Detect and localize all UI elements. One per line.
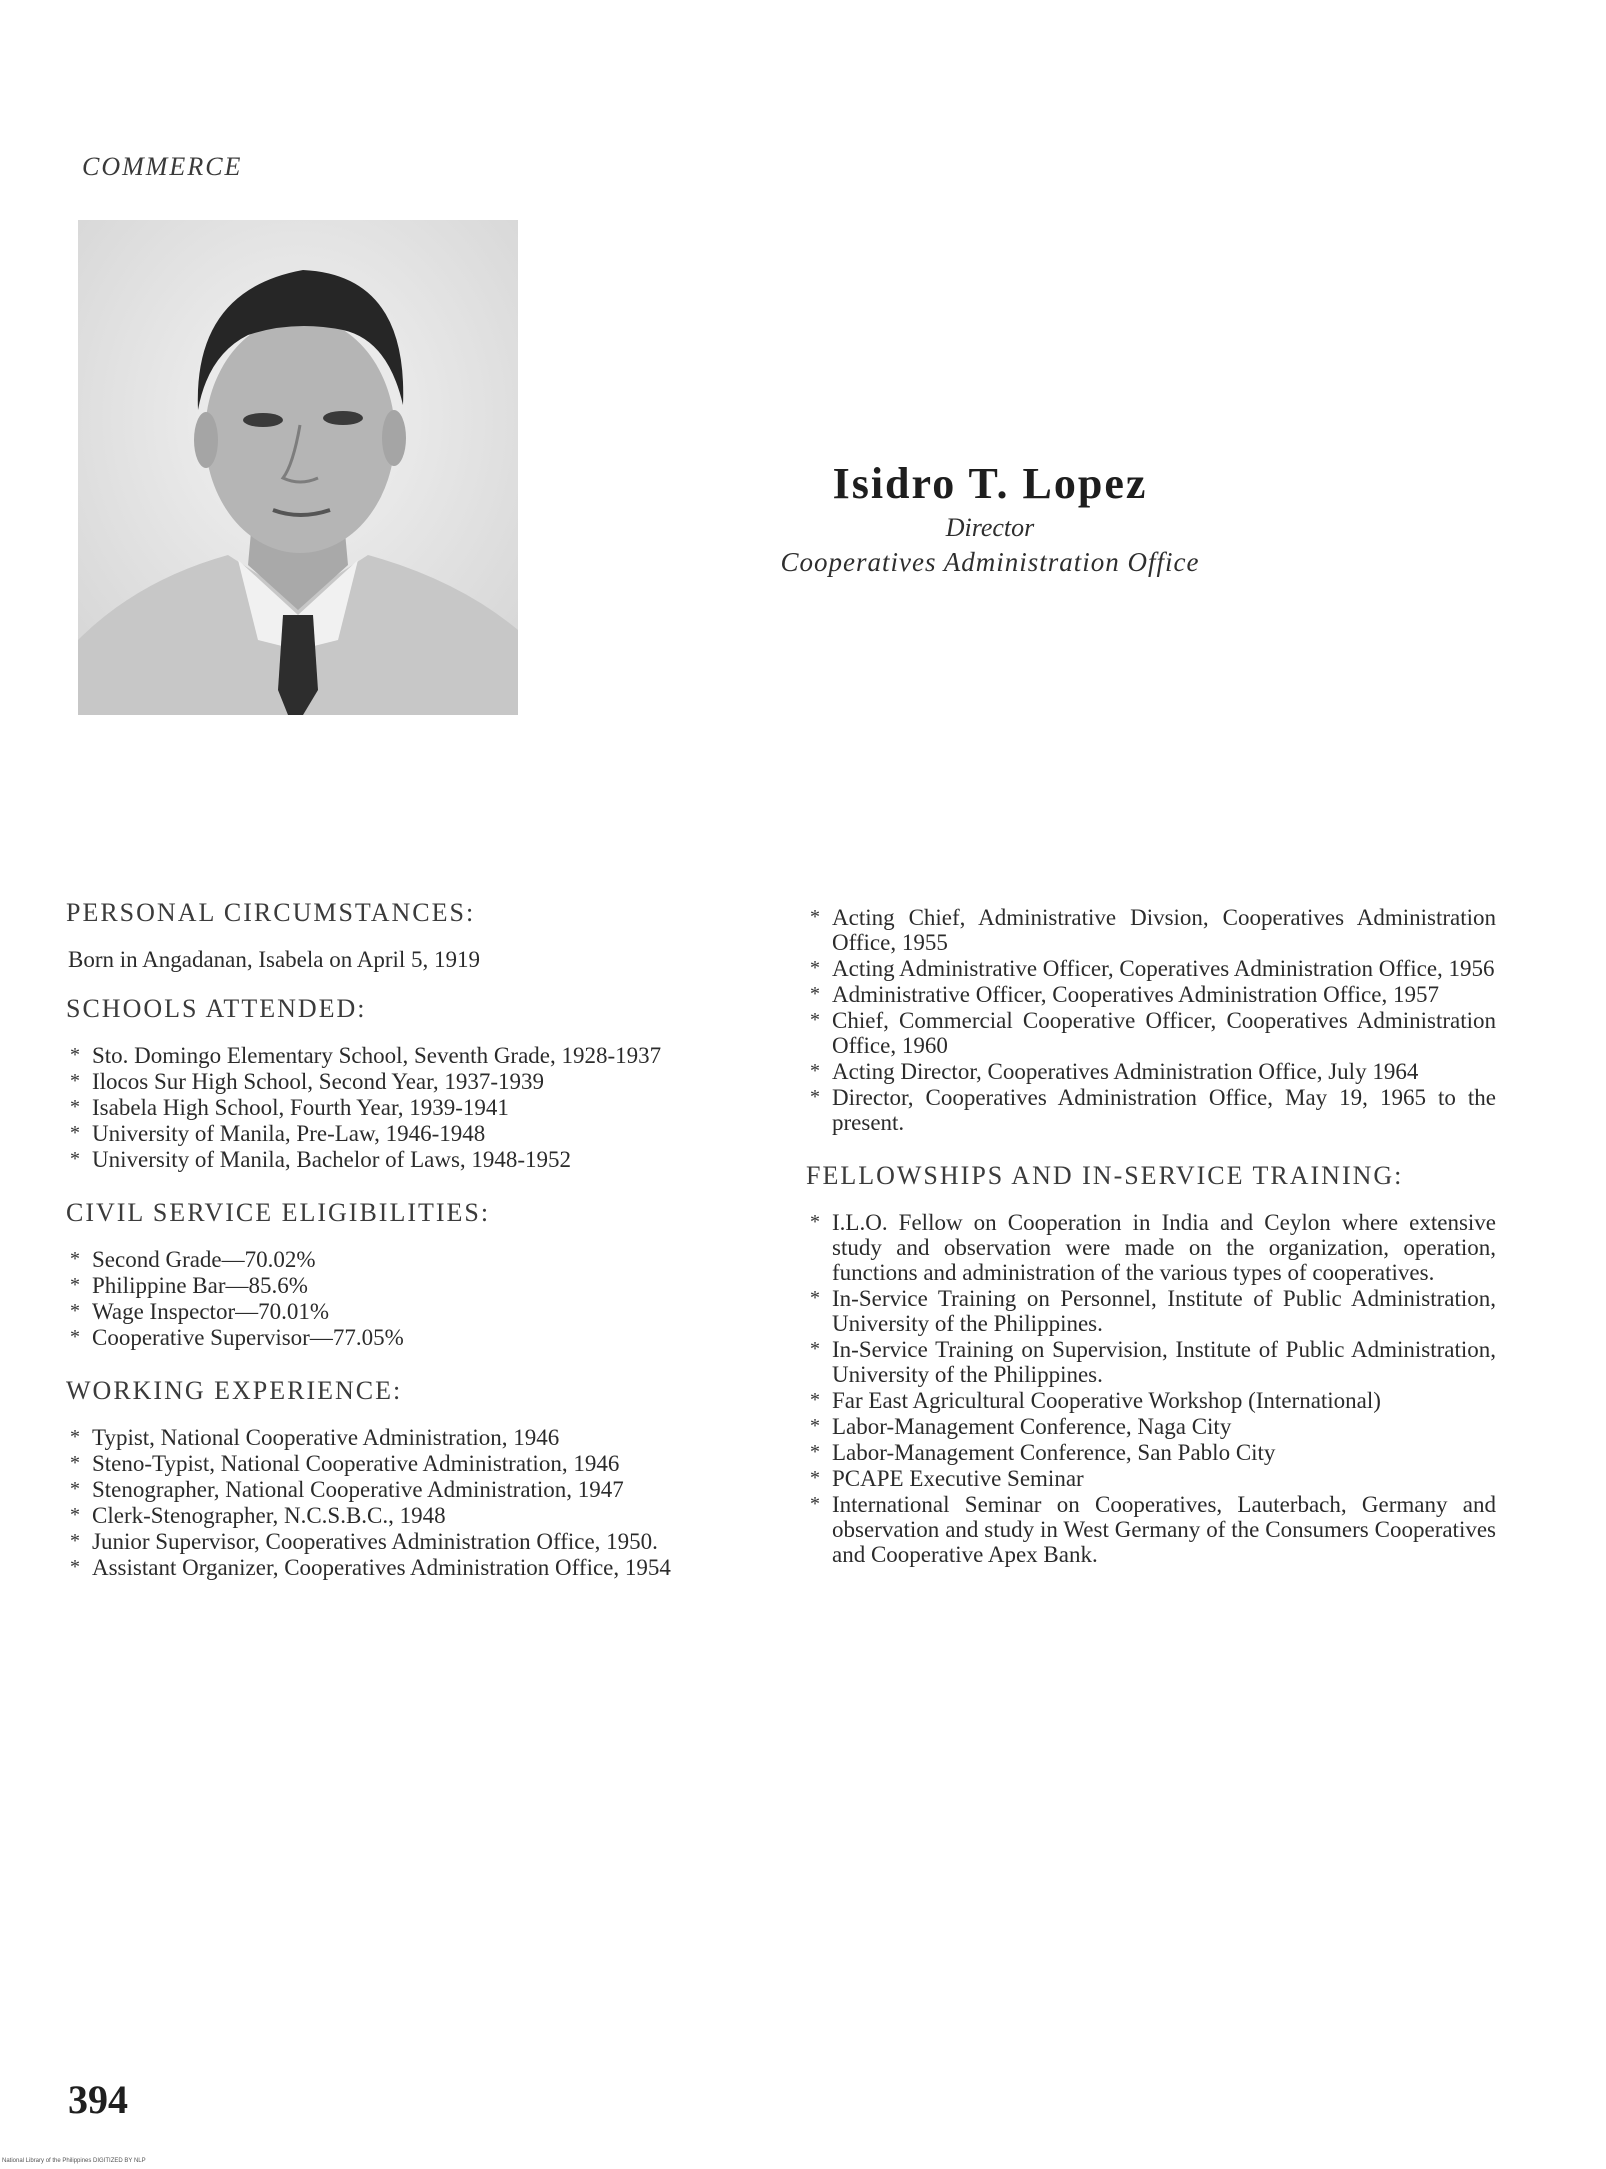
fellowships-list [806, 1210, 1496, 1567]
portrait-illustration [78, 220, 518, 715]
list-item: * In-Service Training on Supervision, Institute of Public Administration, University of the Philippines. [806, 1337, 1496, 1387]
personal-heading: PERSONAL CIRCUMSTANCES: [66, 898, 476, 927]
list-item: * Acting Chief, Administrative Divsion, Cooperatives Administration Office, 1955 [806, 905, 1496, 955]
list-item: * PCAPE Executive Seminar [806, 1466, 1496, 1491]
list-item: * Administrative Officer, Cooperatives Administration Office, 1957 [806, 982, 1496, 1007]
list-item: * Labor-Management Conference, Naga City [806, 1414, 1496, 1439]
list-item: * Sto. Domingo Elementary School, Seventh Grade, 1928-1937 [66, 1043, 756, 1068]
footer-note: National Library of the Philippines DIGITIZED BY NLP [2, 2158, 146, 2164]
list-item: * In-Service Training on Personnel, Institute of Public Administration, University of the Philippines. [806, 1286, 1496, 1336]
list-item: * I.L.O. Fellow on Cooperation in India and Ceylon where extensive study and observation were made on the organization, operation, functions and administration of the various types of cooperatives. [806, 1210, 1496, 1285]
portrait-photo [78, 220, 518, 715]
list-item: * Ilocos Sur High School, Second Year, 1937-1939 [66, 1069, 756, 1094]
list-item: * Director, Cooperatives Administration Office, May 19, 1965 to the present. [806, 1085, 1496, 1135]
schools-heading: SCHOOLS ATTENDED: [66, 994, 367, 1023]
list-item: * Clerk-Stenographer, N.C.S.B.C., 1948 [66, 1503, 756, 1528]
list-item: * International Seminar on Cooperatives, Lauterbach, Germany and observation and study in West Germany of the Consumers Cooperatives and Cooperative Apex Bank. [806, 1492, 1496, 1567]
list-item: * Junior Supervisor, Cooperatives Administration Office, 1950. [66, 1529, 756, 1554]
list-item: * Steno-Typist, National Cooperative Administration, 1946 [66, 1451, 756, 1476]
list-item: * Assistant Organizer, Cooperatives Administration Office, 1954 [66, 1555, 756, 1580]
working-list-left [66, 1425, 756, 1580]
list-item: * University of Manila, Pre-Law, 1946-1948 [66, 1121, 756, 1146]
person-office: Cooperatives Administration Office [780, 547, 1200, 577]
civil-service-heading: CIVIL SERVICE ELIGIBILITIES: [66, 1198, 491, 1227]
person-name: Isidro T. Lopez [832, 459, 1148, 508]
list-item: * Chief, Commercial Cooperative Officer, Cooperatives Administration Office, 1960 [806, 1008, 1496, 1058]
civil-service-list [66, 1247, 756, 1350]
list-item: * Typist, National Cooperative Administration, 1946 [66, 1425, 756, 1450]
left-column [66, 900, 756, 1604]
profile-header [720, 458, 1260, 578]
person-title: Director [945, 513, 1035, 542]
personal-text: Born in Angadanan, Isabela on April 5, 1919 [68, 947, 481, 972]
right-column [806, 905, 1496, 1591]
working-list-right [806, 905, 1496, 1135]
list-item: * Stenographer, National Cooperative Administration, 1947 [66, 1477, 756, 1502]
list-item: * University of Manila, Bachelor of Laws, 1948-1952 [66, 1147, 756, 1172]
working-heading: WORKING EXPERIENCE: [66, 1376, 403, 1405]
list-item: * Wage Inspector—70.01% [66, 1299, 756, 1324]
list-item: * Cooperative Supervisor—77.05% [66, 1325, 756, 1350]
list-item: * Second Grade—70.02% [66, 1247, 756, 1272]
schools-list [66, 1043, 756, 1172]
section-label: COMMERCE [82, 152, 243, 181]
fellowships-heading: FELLOWSHIPS AND IN-SERVICE TRAINING: [806, 1161, 1404, 1190]
list-item: * Acting Administrative Officer, Coperatives Administration Office, 1956 [806, 956, 1496, 981]
list-item: * Isabela High School, Fourth Year, 1939-1941 [66, 1095, 756, 1120]
list-item: * Philippine Bar—85.6% [66, 1273, 756, 1298]
list-item: * Far East Agricultural Cooperative Workshop (International) [806, 1388, 1496, 1413]
page-number: 394 [68, 2077, 128, 2122]
list-item: * Acting Director, Cooperatives Administration Office, July 1964 [806, 1059, 1496, 1084]
list-item: * Labor-Management Conference, San Pablo City [806, 1440, 1496, 1465]
